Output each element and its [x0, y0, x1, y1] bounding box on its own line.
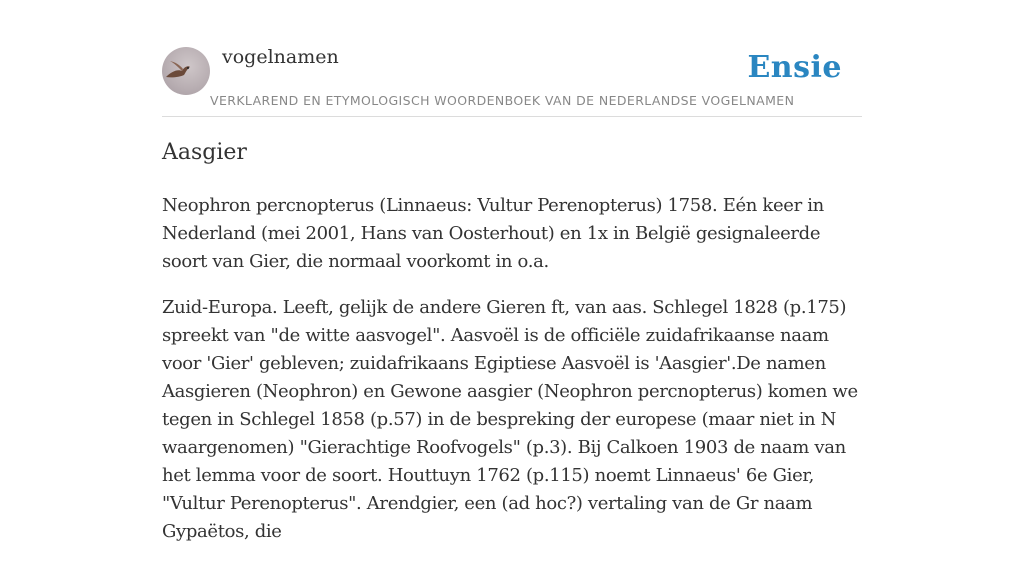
article-paragraph: Zuid-Europa. Leeft, gelijk de andere Gieren ft, van aas. Schlegel 1828 (p.175) spreekt van "de witte aasvogel". Aasvoël is de officiële zuidafrikaanse naam voor 'Gier' gebleven; zuidafrikaans Egiptiese Aasvoël is 'Aasgier'.De namen Aasgieren (Neophron) en Gewone aasgier (Neophron percnopterus) komen we tegen in Schlegel 1858 (p.57) in de bespreking der europese (maar niet in N waargenomen) "Gierachtige Roofvogels" (p.3). Bij Calkoen 1903 de naam van het lemma voor de soort. Houttuyn 1762 (p.115) noemt Linnaeus' 6e Gier, "Vultur Perenopterus". Arendgier, een (ad hoc?) vertaling van de Gr naam Gypaëtos, die — [162, 297, 858, 542]
article-paragraph: Neophron percnopterus (Linnaeus: Vultur Perenopterus) 1758. Eén keer in Nederland (mei 2001, Hans van Oosterhout) en 1x in België gesignaleerde soort van Gier, die normaal voorkomt in o.a. — [162, 195, 824, 272]
site-header — [162, 46, 862, 117]
article-body — [162, 192, 862, 564]
page-title: Aasgier — [162, 140, 247, 165]
blog-avatar[interactable] — [162, 47, 210, 95]
blog-tagline: VERKLAREND EN ETYMOLOGISCH WOORDENBOEK VAN DE NEDERLANDSE VOGELNAMEN — [210, 93, 795, 108]
blog-name[interactable]: vogelnamen — [222, 46, 339, 68]
ensie-logo[interactable]: Ensie — [747, 50, 842, 85]
bird-icon — [162, 47, 210, 95]
